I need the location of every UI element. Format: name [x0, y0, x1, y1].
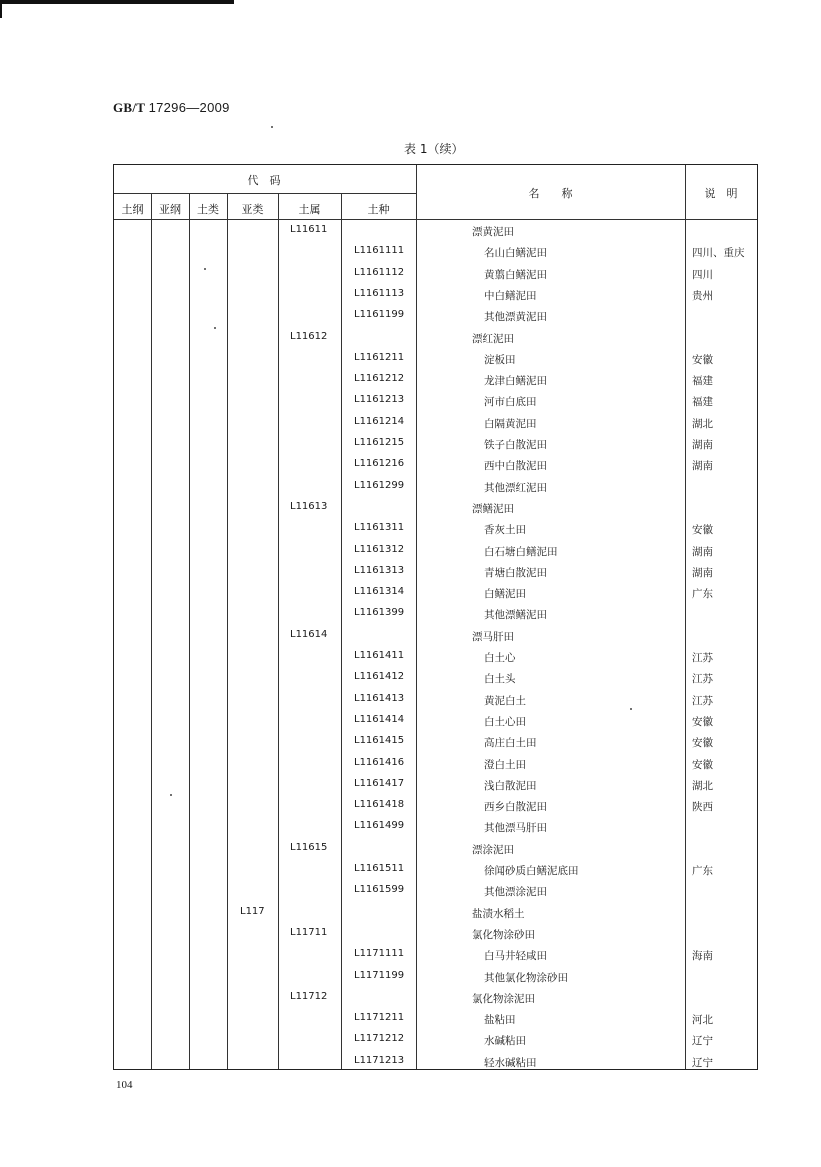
soil-code: L1161113 [354, 287, 405, 299]
soil-code: L1161412 [354, 671, 405, 683]
document-header [113, 100, 230, 116]
soil-code: L1171211 [354, 1012, 405, 1024]
region-note: 四川、重庆 [692, 247, 745, 260]
table-row [114, 540, 757, 561]
soil-code: L1161214 [354, 415, 405, 427]
soil-code: L1161111 [354, 245, 405, 257]
soil-name: 铁子白散泥田 [484, 439, 547, 451]
region-note: 四川 [692, 268, 713, 281]
soil-name: 白鳝泥田 [484, 588, 526, 601]
table-row [114, 390, 757, 411]
soil-name: 中白鳝泥田 [484, 289, 537, 302]
region-note: 湖南 [692, 460, 713, 473]
col-header-yalei: 亚类 [241, 203, 264, 216]
region-note: 江苏 [692, 694, 713, 707]
table-row [114, 710, 757, 731]
scan-speck [630, 708, 632, 710]
soil-name: 漂黄泥田 [472, 226, 514, 238]
soil-name: 香灰土田 [484, 524, 526, 537]
soil-code: L1161215 [354, 437, 405, 448]
soil-code: L11712 [290, 990, 328, 1002]
soil-code: L11611 [290, 224, 328, 235]
soil-code: L1161416 [354, 756, 405, 768]
soil-code: L1161299 [354, 479, 405, 491]
region-note: 福建 [692, 396, 713, 409]
soil-name: 白土心田 [484, 715, 526, 728]
table-row [114, 625, 757, 646]
region-note: 贵州 [692, 289, 713, 302]
soil-code: L1161413 [354, 692, 405, 704]
scan-speck [204, 268, 206, 270]
soil-code: L1161414 [354, 713, 405, 725]
soil-name: 其他漂马肝田 [484, 822, 547, 835]
table-row [114, 1008, 757, 1029]
soil-code: L1161216 [354, 458, 405, 470]
soil-code: L1161311 [354, 522, 405, 534]
table-row [114, 1051, 757, 1072]
soil-code: L1171213 [354, 1054, 405, 1066]
soil-name: 淀板田 [484, 353, 516, 366]
soil-code: L1161511 [354, 863, 405, 874]
soil-code: L1161417 [354, 777, 405, 789]
soil-name: 白土头 [484, 673, 516, 686]
soil-code: L1161314 [354, 586, 405, 598]
soil-code: L1161411 [354, 650, 405, 661]
soil-code: L1161213 [354, 394, 405, 406]
soil-name: 河市白底田 [484, 396, 537, 409]
col-header-tugang: 土纲 [121, 203, 144, 216]
region-note: 辽宁 [692, 1056, 713, 1069]
col-header-tulei: 土类 [197, 203, 219, 216]
soil-name: 澄白土田 [484, 758, 526, 771]
soil-code: L117 [240, 905, 265, 917]
soil-code: L1161313 [354, 564, 405, 576]
table-row [114, 327, 757, 348]
soil-code: L1171212 [354, 1033, 405, 1045]
soil-name: 其他漂涂泥田 [484, 886, 547, 899]
table-row [114, 646, 757, 667]
soil-name: 白马井轻咸田 [484, 950, 547, 963]
table-row [114, 305, 757, 326]
soil-code: L11613 [290, 500, 328, 512]
region-note: 安徽 [692, 524, 713, 537]
soil-name: 名山白鳝泥田 [484, 247, 547, 260]
soil-code: L1161211 [354, 351, 405, 363]
col-header-yagang: 亚纲 [159, 203, 181, 216]
region-note: 辽宁 [692, 1035, 713, 1048]
region-note: 广东 [692, 865, 713, 877]
table-row [114, 433, 757, 454]
soil-code: L1161415 [354, 735, 405, 747]
soil-name: 西中白散泥田 [484, 460, 547, 473]
region-note: 陕西 [692, 801, 713, 814]
soil-name: 其他漂黄泥田 [484, 311, 547, 324]
soil-code: L11612 [290, 330, 328, 342]
table-row [114, 667, 757, 688]
table-row [114, 859, 757, 880]
soil-name: 龙津白鳝泥田 [484, 375, 547, 388]
table-row [114, 412, 757, 433]
scan-speck [271, 126, 273, 128]
region-note: 湖南 [692, 545, 713, 558]
soil-name: 其他漂鳝泥田 [484, 609, 547, 622]
soil-name: 漂鳝泥田 [472, 502, 514, 515]
table-row [114, 816, 757, 837]
region-note: 广东 [692, 588, 713, 601]
soil-name: 漂红泥田 [472, 332, 514, 345]
soil-code: L1161112 [354, 266, 405, 278]
note-column-header: 说 明 [704, 187, 738, 200]
soil-name: 其他漂红泥田 [484, 481, 547, 494]
region-note: 安徽 [692, 737, 713, 750]
table-row [114, 923, 757, 944]
region-note: 江苏 [692, 652, 713, 664]
scan-speck [214, 327, 216, 329]
region-note: 安徽 [692, 353, 713, 366]
region-note: 安徽 [692, 758, 713, 771]
table-row [114, 263, 757, 284]
table-caption: 表 1（续） [404, 142, 464, 156]
region-note: 江苏 [692, 673, 713, 686]
soil-name: 西乡白散泥田 [484, 801, 547, 814]
region-note: 湖南 [692, 566, 713, 579]
table-row [114, 220, 757, 241]
soil-name: 轻水碱粘田 [484, 1056, 537, 1069]
region-note: 湖北 [692, 779, 713, 792]
table-row [114, 241, 757, 262]
table-row [114, 689, 757, 710]
soil-code: L11614 [290, 628, 328, 640]
soil-name: 漂马肝田 [472, 630, 514, 643]
region-note: 湖南 [692, 439, 713, 451]
soil-name: 水碱粘田 [484, 1035, 526, 1048]
soil-code: L1161499 [354, 820, 405, 832]
soil-code: L1161399 [354, 607, 405, 619]
table-row [114, 284, 757, 305]
soil-name: 白土心 [484, 652, 516, 664]
corner-crop-mark [0, 0, 234, 18]
table-row [114, 1029, 757, 1050]
soil-name: 青塘白散泥田 [484, 566, 547, 579]
region-note: 福建 [692, 375, 713, 388]
table-row [114, 348, 757, 369]
table-row [114, 774, 757, 795]
soil-name: 徐闻砂质白鳝泥底田 [484, 865, 579, 877]
soil-name: 盐渍水稻土 [472, 907, 525, 920]
name-column-header: 名 称 [528, 187, 573, 200]
table-row [114, 838, 757, 859]
region-note: 安徽 [692, 715, 713, 728]
table-row [114, 753, 757, 774]
scan-speck [170, 794, 172, 796]
table-row [114, 561, 757, 582]
soil-code: L1161418 [354, 799, 405, 811]
soil-name: 氯化物涂砂田 [472, 928, 535, 941]
table-row [114, 582, 757, 603]
soil-code: L11615 [290, 841, 328, 853]
soil-name: 氯化物涂泥田 [472, 992, 535, 1005]
soil-code: L1161199 [354, 309, 405, 321]
standard-code: GB/T [113, 100, 146, 115]
region-note: 湖北 [692, 417, 713, 430]
table-row [114, 902, 757, 923]
table-row [114, 731, 757, 752]
table-row [114, 795, 757, 816]
region-note: 河北 [692, 1014, 713, 1027]
soil-code: L11711 [290, 926, 328, 938]
table-row [114, 987, 757, 1008]
soil-code: L1161212 [354, 373, 405, 385]
code-group-header: 代 码 [247, 174, 281, 187]
table-row [114, 603, 757, 624]
table-row [114, 454, 757, 475]
soil-name: 白隔黄泥田 [484, 417, 537, 430]
table-row [114, 880, 757, 901]
soil-name: 盐粘田 [484, 1014, 516, 1027]
soil-name: 其他氯化物涂砂田 [484, 971, 568, 984]
col-header-tuzhong: 土种 [367, 203, 390, 216]
soil-code: L1171111 [354, 948, 405, 960]
soil-name: 漂涂泥田 [472, 843, 514, 856]
col-header-tushu: 土属 [298, 203, 321, 216]
soil-name: 黄翦白鳝泥田 [484, 268, 547, 281]
standard-number: 17296—2009 [148, 100, 230, 115]
soil-name: 浅白散泥田 [484, 779, 537, 792]
header-rule [114, 193, 416, 194]
table-row [114, 518, 757, 539]
soil-code: L1161599 [354, 884, 405, 896]
region-note: 海南 [692, 950, 713, 963]
soil-name: 白石塘白鳝泥田 [484, 545, 558, 558]
page-number: 104 [116, 1079, 133, 1091]
soil-name: 高庄白土田 [484, 737, 537, 750]
table-row [114, 369, 757, 390]
table-row [114, 944, 757, 965]
soil-classification-table [113, 164, 758, 1070]
soil-name: 黄泥白土 [484, 694, 526, 707]
soil-code: L1171199 [354, 969, 405, 981]
table-row [114, 476, 757, 497]
soil-code: L1161312 [354, 543, 405, 555]
table-row [114, 966, 757, 987]
table-row [114, 497, 757, 518]
